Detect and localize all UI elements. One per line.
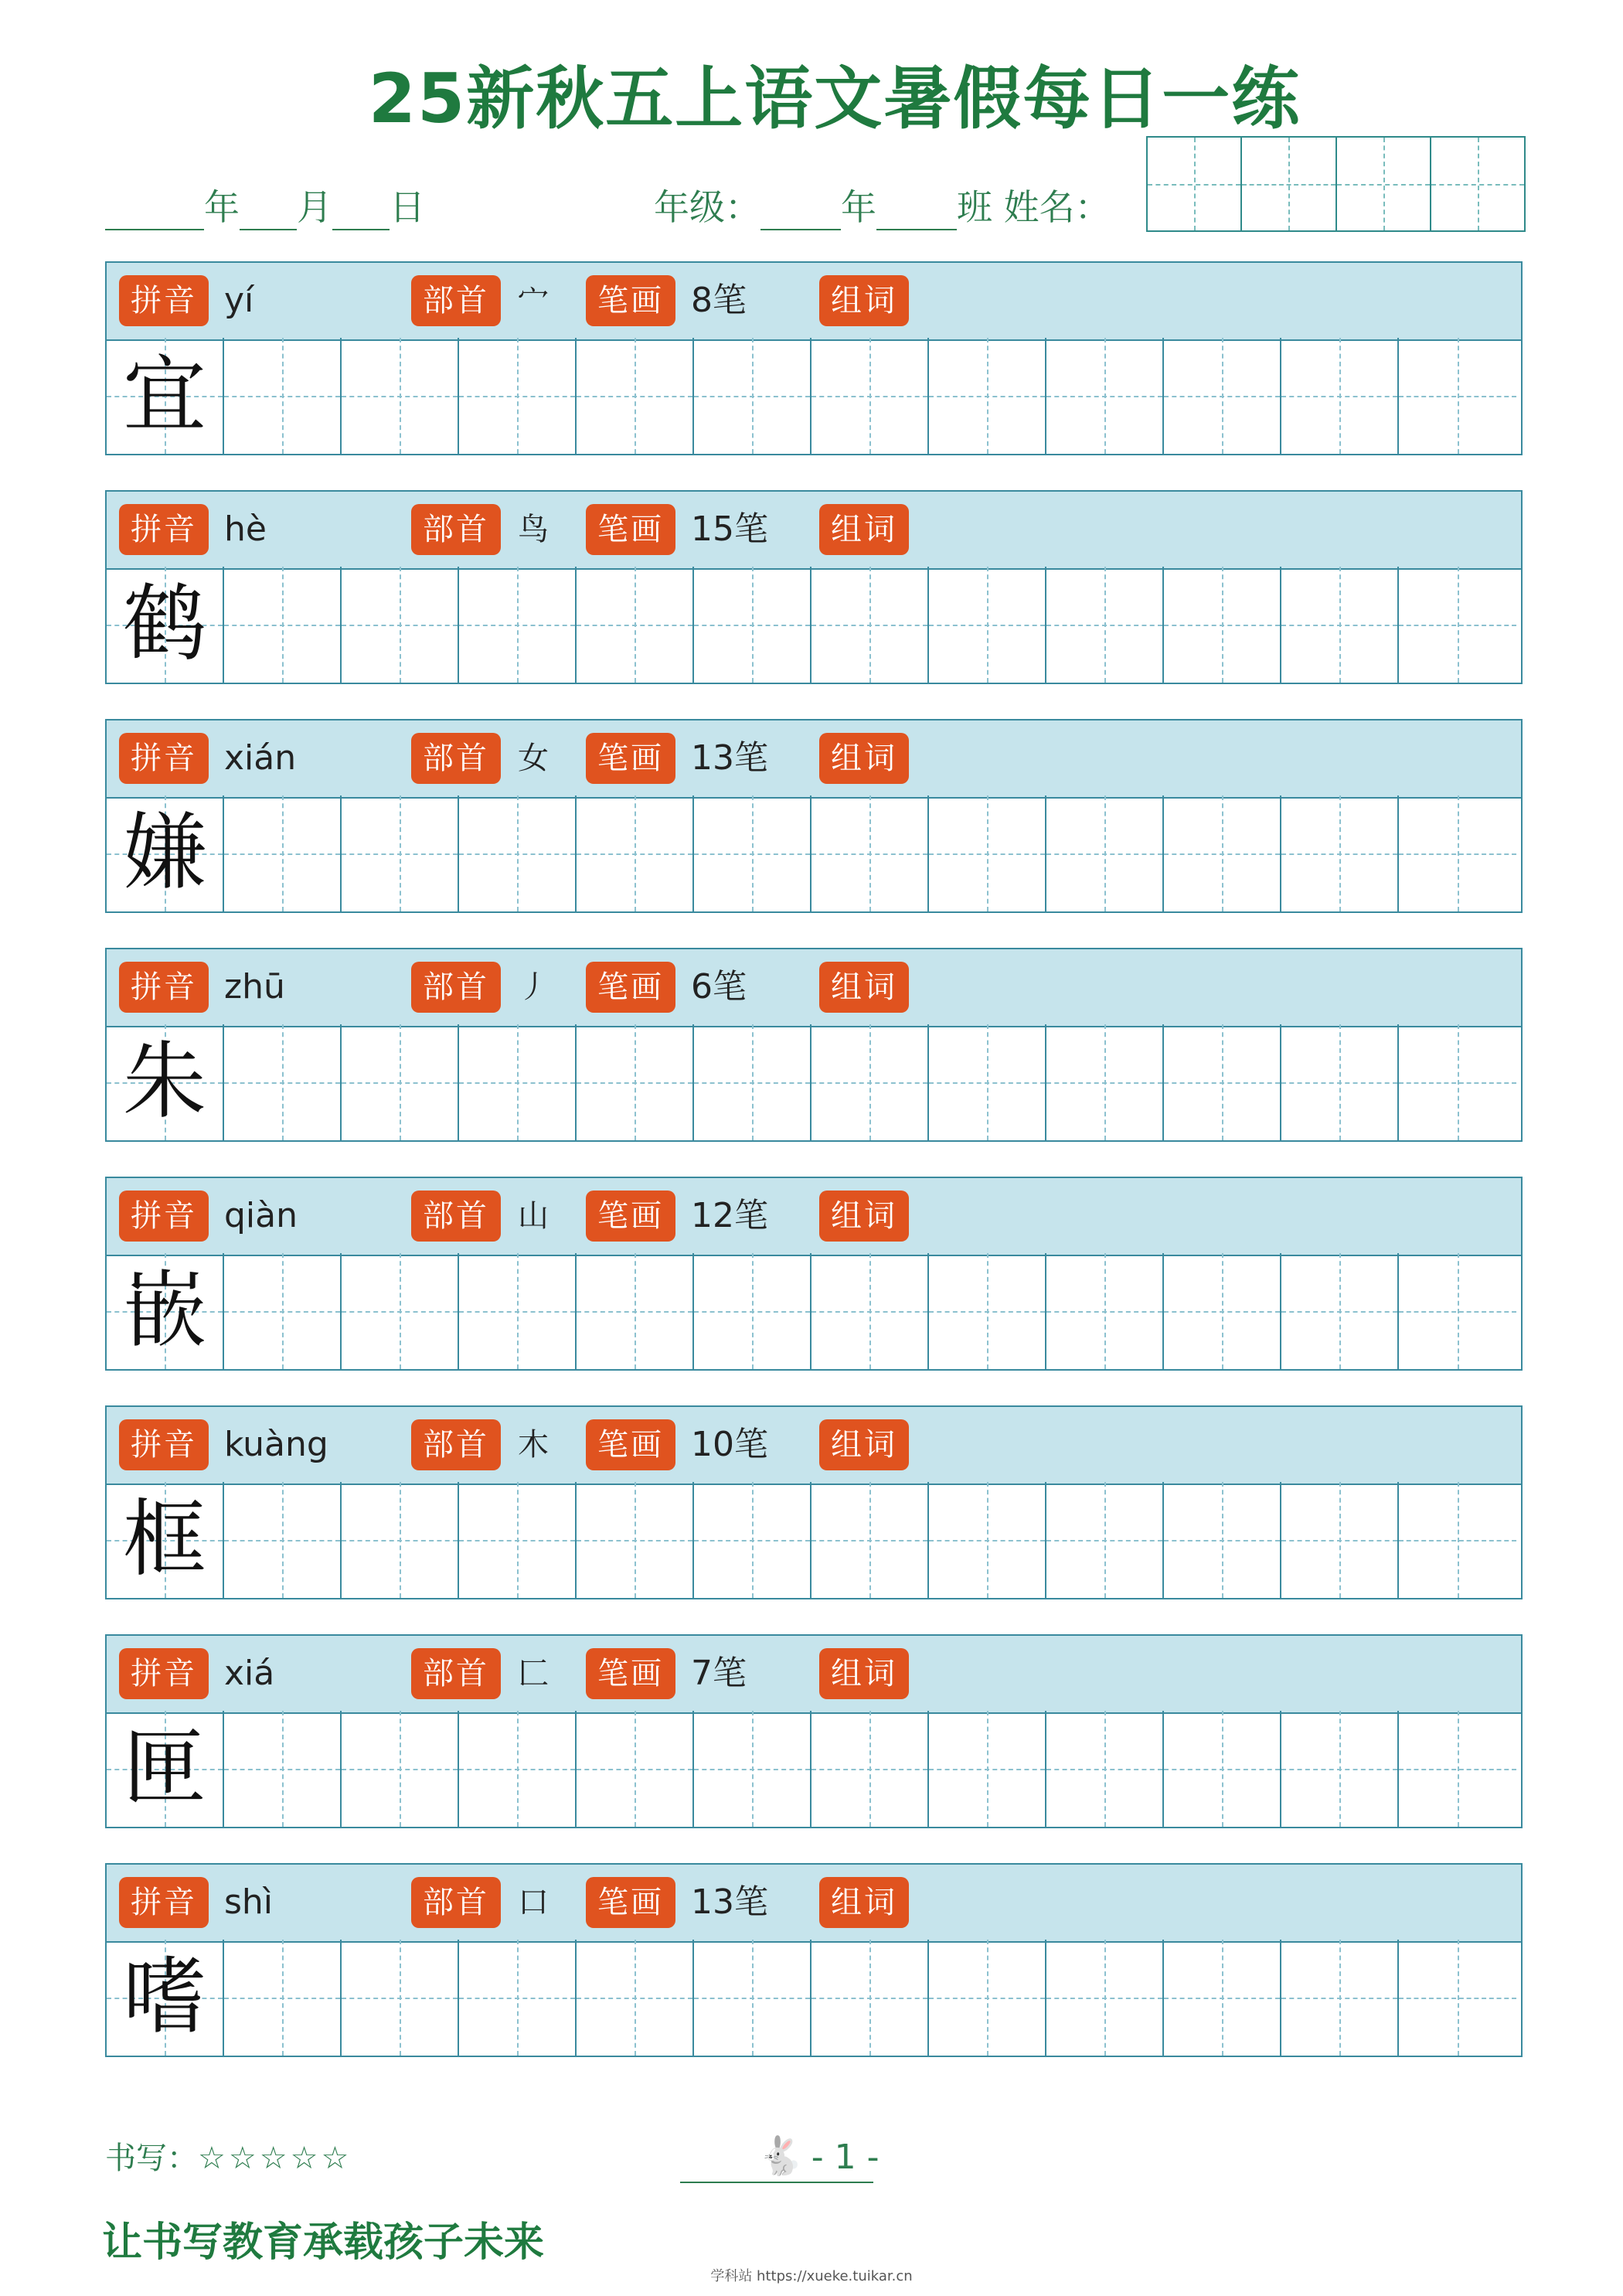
character-header (105, 1405, 1523, 1485)
practice-cell[interactable] (1281, 1253, 1399, 1369)
words-tag: 组词 (819, 962, 909, 1013)
pinyin-tag: 拼音 (119, 733, 209, 784)
day-label: 日 (390, 186, 425, 228)
practice-cell[interactable] (812, 567, 929, 683)
main-character-cell (107, 567, 224, 683)
rating-label: 书写： (105, 2141, 198, 2176)
rating-stars[interactable]: ☆☆☆☆☆ (198, 2141, 352, 2176)
practice-cell[interactable] (1164, 567, 1281, 683)
character-header (105, 490, 1523, 570)
practice-cell[interactable] (1399, 1024, 1516, 1140)
pinyin-tag: 拼音 (119, 962, 209, 1013)
practice-cell[interactable] (929, 1024, 1046, 1140)
pinyin-value: qiàn (224, 1196, 298, 1235)
main-character-cell (107, 1482, 224, 1598)
practice-cell[interactable] (929, 1253, 1046, 1369)
name-cell[interactable] (1148, 138, 1242, 230)
radical-tag: 部首 (411, 1877, 501, 1928)
practice-cell[interactable] (1046, 1253, 1164, 1369)
pinyin-tag: 拼音 (119, 1877, 209, 1928)
practice-grid-row (105, 1024, 1523, 1142)
strokes-tag: 笔画 (586, 1877, 675, 1928)
practice-cell[interactable] (1164, 1024, 1281, 1140)
radical-value: 匚 (518, 1656, 549, 1691)
character-header (105, 1634, 1523, 1714)
practice-cell[interactable] (224, 1482, 342, 1598)
main-character: 匣 (122, 1720, 206, 1817)
practice-cell[interactable] (224, 795, 342, 911)
practice-cell[interactable] (224, 567, 342, 683)
practice-cell[interactable] (342, 1482, 459, 1598)
practice-cell[interactable] (1164, 1711, 1281, 1827)
radical-tag: 部首 (411, 1648, 501, 1699)
practice-cell[interactable] (577, 1253, 694, 1369)
radical-value: 女 (518, 741, 549, 776)
strokes-value: 13笔 (691, 738, 768, 778)
radical-tag: 部首 (411, 733, 501, 784)
practice-cell[interactable] (1046, 338, 1164, 454)
practice-cell[interactable] (1046, 795, 1164, 911)
practice-cell[interactable] (812, 795, 929, 911)
character-block (105, 490, 1523, 686)
strokes-value: 6笔 (691, 967, 747, 1007)
practice-cell[interactable] (929, 1711, 1046, 1827)
strokes-tag: 笔画 (586, 1419, 675, 1470)
main-character-cell (107, 1253, 224, 1369)
practice-cell[interactable] (224, 1253, 342, 1369)
practice-cell[interactable] (1046, 1024, 1164, 1140)
practice-cell[interactable] (1164, 795, 1281, 911)
practice-cell[interactable] (224, 1711, 342, 1827)
main-character: 宜 (122, 347, 206, 444)
words-tag: 组词 (819, 733, 909, 784)
practice-cell[interactable] (459, 1024, 577, 1140)
practice-grid-row (105, 1940, 1523, 2057)
practice-cell[interactable] (224, 338, 342, 454)
main-character-cell (107, 338, 224, 454)
main-character: 框 (122, 1491, 206, 1588)
character-header (105, 1863, 1523, 1943)
page-number (757, 2134, 880, 2178)
practice-cell[interactable] (1399, 338, 1516, 454)
practice-cell[interactable] (459, 567, 577, 683)
page-title: 25新秋五上语文暑假每日一练 (368, 59, 1301, 138)
page-number-text: - 1 - (811, 2138, 880, 2177)
practice-cell[interactable] (1281, 1482, 1399, 1598)
practice-grid-row (105, 567, 1523, 684)
month-label: 月 (297, 186, 332, 228)
practice-cell[interactable] (929, 1482, 1046, 1598)
practice-cell[interactable] (459, 1711, 577, 1827)
character-block (105, 948, 1523, 1143)
main-character: 嵌 (122, 1262, 206, 1359)
writing-rating (105, 2134, 352, 2178)
practice-cell[interactable] (1164, 1940, 1281, 2056)
strokes-value: 8笔 (691, 281, 747, 320)
practice-cell[interactable] (342, 1940, 459, 2056)
practice-cell[interactable] (1281, 338, 1399, 454)
practice-cell[interactable] (577, 338, 694, 454)
pinyin-tag: 拼音 (119, 504, 209, 555)
practice-cell[interactable] (694, 567, 812, 683)
character-block (105, 1634, 1523, 1830)
pinyin-tag: 拼音 (119, 1419, 209, 1470)
practice-cell[interactable] (1399, 1482, 1516, 1598)
main-character-cell (107, 1711, 224, 1827)
date-line (105, 179, 425, 230)
practice-cell[interactable] (1164, 1482, 1281, 1598)
radical-value: 鸟 (518, 512, 549, 547)
pinyin-value: xián (224, 738, 297, 778)
character-block (105, 719, 1523, 915)
practice-cell[interactable] (1399, 795, 1516, 911)
name-writing-grid[interactable] (1146, 136, 1526, 232)
practice-cell[interactable] (1281, 795, 1399, 911)
main-character-cell (107, 1024, 224, 1140)
practice-cell[interactable] (342, 1253, 459, 1369)
pinyin-value: hè (224, 509, 267, 549)
practice-cell[interactable] (1399, 1940, 1516, 2056)
pinyin-tag: 拼音 (119, 1191, 209, 1242)
radical-tag: 部首 (411, 1419, 501, 1470)
name-label: 姓名： (1003, 186, 1111, 228)
class-label: 班 (957, 186, 992, 228)
words-tag: 组词 (819, 1877, 909, 1928)
practice-cell[interactable] (694, 1482, 812, 1598)
practice-grid-row (105, 1253, 1523, 1371)
strokes-value: 12笔 (691, 1196, 768, 1235)
practice-cell[interactable] (224, 1940, 342, 2056)
rabbit-icon: 🐇 (757, 2134, 804, 2178)
pinyin-value: kuàng (224, 1425, 328, 1464)
year-label: 年 (204, 186, 240, 228)
words-tag: 组词 (819, 504, 909, 555)
practice-cell[interactable] (812, 1253, 929, 1369)
words-tag: 组词 (819, 275, 909, 326)
source-watermark: 学科站 https://xueke.tuikar.cn (710, 2268, 913, 2284)
character-block (105, 1863, 1523, 2059)
radical-tag: 部首 (411, 962, 501, 1013)
practice-cell[interactable] (812, 1940, 929, 2056)
character-header (105, 261, 1523, 341)
practice-cell[interactable] (459, 1940, 577, 2056)
year-blank[interactable] (105, 198, 204, 230)
main-character-cell (107, 795, 224, 911)
strokes-tag: 笔画 (586, 733, 675, 784)
pinyin-value: xiá (224, 1654, 275, 1693)
practice-cell[interactable] (929, 338, 1046, 454)
radical-tag: 部首 (411, 275, 501, 326)
radical-value: 丿 (518, 969, 549, 1005)
practice-cell[interactable] (1281, 1711, 1399, 1827)
practice-cell[interactable] (694, 795, 812, 911)
character-header (105, 1177, 1523, 1256)
practice-cell[interactable] (1046, 1482, 1164, 1598)
pinyin-value: yí (224, 281, 254, 320)
main-character: 嫌 (122, 805, 206, 901)
practice-grid-row (105, 338, 1523, 455)
radical-tag: 部首 (411, 1191, 501, 1242)
practice-cell[interactable] (694, 338, 812, 454)
practice-cell[interactable] (812, 338, 929, 454)
practice-cell[interactable] (342, 795, 459, 911)
practice-cell[interactable] (342, 1024, 459, 1140)
practice-cell[interactable] (1399, 567, 1516, 683)
strokes-tag: 笔画 (586, 504, 675, 555)
practice-cell[interactable] (342, 567, 459, 683)
practice-cell[interactable] (812, 1711, 929, 1827)
character-header (105, 719, 1523, 799)
practice-cell[interactable] (694, 1711, 812, 1827)
practice-cell[interactable] (459, 1253, 577, 1369)
class-line (654, 179, 1111, 230)
practice-cell[interactable] (459, 338, 577, 454)
character-block (105, 1177, 1523, 1372)
main-character: 嗜 (122, 1949, 206, 2046)
strokes-value: 7笔 (691, 1654, 747, 1693)
practice-grid-row (105, 1711, 1523, 1828)
practice-cell[interactable] (342, 338, 459, 454)
practice-cell[interactable] (812, 1482, 929, 1598)
practice-cell[interactable] (929, 567, 1046, 683)
words-tag: 组词 (819, 1191, 909, 1242)
grade-label: 年级： (654, 186, 760, 228)
radical-value: 口 (518, 1885, 549, 1920)
practice-cell[interactable] (577, 1482, 694, 1598)
strokes-tag: 笔画 (586, 1191, 675, 1242)
day-blank[interactable] (332, 198, 390, 230)
strokes-tag: 笔画 (586, 275, 675, 326)
practice-cell[interactable] (1046, 1711, 1164, 1827)
main-character: 朱 (122, 1034, 206, 1130)
practice-cell[interactable] (929, 1940, 1046, 2056)
character-block (105, 261, 1523, 457)
name-cell[interactable] (1242, 138, 1336, 230)
practice-cell[interactable] (694, 1940, 812, 2056)
practice-cell[interactable] (1281, 1024, 1399, 1140)
pinyin-value: shì (224, 1882, 274, 1922)
pinyin-value: zhū (224, 967, 285, 1007)
words-tag: 组词 (819, 1648, 909, 1699)
grade-blank[interactable] (760, 198, 841, 230)
practice-cell[interactable] (694, 1253, 812, 1369)
character-header (105, 948, 1523, 1027)
practice-cell[interactable] (1046, 1940, 1164, 2056)
name-cell[interactable] (1431, 138, 1524, 230)
pinyin-tag: 拼音 (119, 1648, 209, 1699)
practice-cell[interactable] (1399, 1711, 1516, 1827)
practice-cell[interactable] (459, 1482, 577, 1598)
main-character-cell (107, 1940, 224, 2056)
practice-cell[interactable] (459, 795, 577, 911)
practice-cell[interactable] (1046, 567, 1164, 683)
character-block (105, 1405, 1523, 1601)
radical-value: 木 (518, 1427, 549, 1463)
words-tag: 组词 (819, 1419, 909, 1470)
strokes-value: 10笔 (691, 1425, 768, 1464)
practice-cell[interactable] (577, 567, 694, 683)
practice-cell[interactable] (929, 795, 1046, 911)
practice-cell[interactable] (577, 795, 694, 911)
practice-cell[interactable] (1281, 1940, 1399, 2056)
practice-cell[interactable] (694, 1024, 812, 1140)
grade-year-label: 年 (841, 186, 876, 228)
strokes-tag: 笔画 (586, 962, 675, 1013)
main-character: 鹤 (122, 576, 206, 673)
practice-grid-row (105, 1482, 1523, 1599)
footer-motto: 让书写教育承载孩子未来 (102, 2219, 545, 2266)
practice-cell[interactable] (224, 1024, 342, 1140)
practice-cell[interactable] (1281, 567, 1399, 683)
practice-cell[interactable] (1164, 1253, 1281, 1369)
strokes-value: 13笔 (691, 1882, 768, 1922)
radical-tag: 部首 (411, 504, 501, 555)
class-blank[interactable] (876, 198, 957, 230)
practice-cell[interactable] (577, 1711, 694, 1827)
practice-grid-row (105, 795, 1523, 913)
practice-cell[interactable] (342, 1711, 459, 1827)
strokes-tag: 笔画 (586, 1648, 675, 1699)
strokes-value: 15笔 (691, 509, 768, 549)
radical-value: 宀 (518, 283, 549, 319)
name-cell[interactable] (1337, 138, 1431, 230)
practice-cell[interactable] (1399, 1253, 1516, 1369)
pinyin-tag: 拼音 (119, 275, 209, 326)
month-blank[interactable] (240, 198, 297, 230)
radical-value: 山 (518, 1198, 549, 1234)
practice-cell[interactable] (1164, 338, 1281, 454)
practice-cell[interactable] (577, 1024, 694, 1140)
practice-cell[interactable] (577, 1940, 694, 2056)
page-number-underline (680, 2182, 873, 2183)
practice-cell[interactable] (812, 1024, 929, 1140)
